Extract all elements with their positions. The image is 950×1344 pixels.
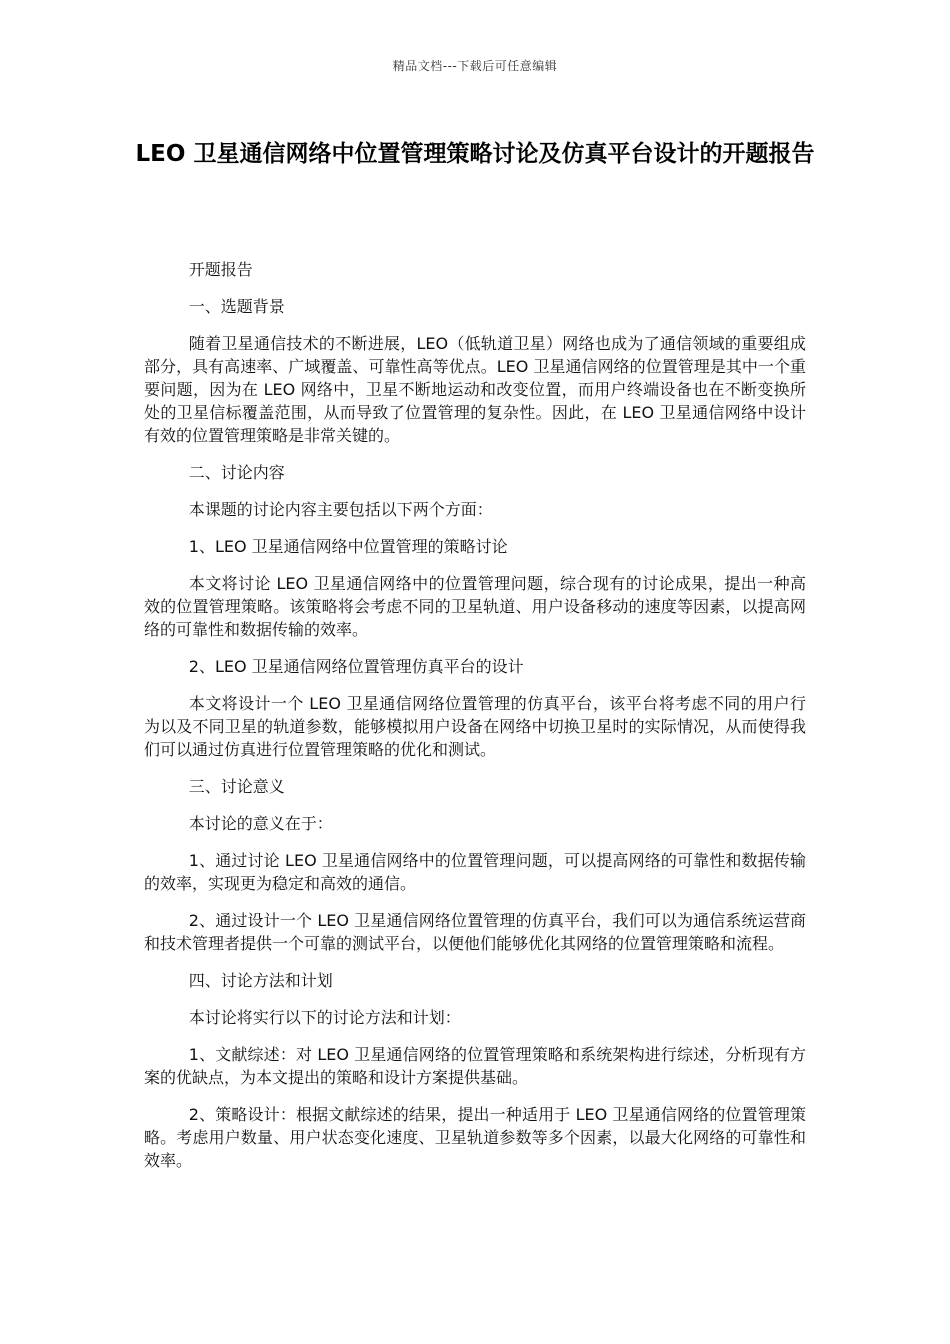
paragraph-methods-intro: 本讨论将实行以下的讨论方法和计划： xyxy=(188,1008,461,1027)
paragraph-report-label: 开题报告 xyxy=(188,260,253,279)
paragraph-methods-2: 2、策略设计：根据文献综述的结果，提出一种适用于 LEO 卫星通信网络的位置管理策略。考虑用户数量、用户状态变化速度、卫星轨道参数等多个因素，以最大化网络的可靠性和效率。 xyxy=(144,1105,806,1170)
document-body xyxy=(144,258,806,1186)
paragraph-background: 随着卫星通信技术的不断进展，LEO（低轨道卫星）网络也成为了通信领域的重要组成部分，具有高速率、广域覆盖、可靠性高等优点。LEO 卫星通信网络的位置管理是其中一个重要问题，因为在 LEO 网络中，卫星不断地运动和改变位置，而用户终端设备也在不断变换所处的卫星信标覆盖范围，从而导致了位置管理的复杂性。因此，在 LEO 卫星通信网络中设计有效的位置管理策略是非常关键的。 xyxy=(144,334,806,445)
paragraph-significance-intro: 本讨论的意义在于： xyxy=(188,814,333,833)
subheading-strategy: 1、LEO 卫星通信网络中位置管理的策略讨论 xyxy=(188,537,508,556)
document-title: LEO 卫星通信网络中位置管理策略讨论及仿真平台设计的开题报告 xyxy=(135,141,815,167)
paragraph-content-intro: 本课题的讨论内容主要包括以下两个方面： xyxy=(188,500,493,519)
paragraph-significance-1: 1、通过讨论 LEO 卫星通信网络中的位置管理问题，可以提高网络的可靠性和数据传输的效率，实现更为稳定和高效的通信。 xyxy=(144,851,806,893)
paragraph-strategy: 本文将讨论 LEO 卫星通信网络中的位置管理问题，综合现有的讨论成果，提出一种高效的位置管理策略。该策略将会考虑不同的卫星轨道、用户设备移动的速度等因素，以提高网络的可靠性和数据传输的效率。 xyxy=(144,574,806,639)
heading-significance: 三、讨论意义 xyxy=(188,777,285,796)
header-note: 精品文档---下载后可任意编辑 xyxy=(392,59,558,73)
paragraph-methods-1: 1、文献综述：对 LEO 卫星通信网络的位置管理策略和系统架构进行综述，分析现有方案的优缺点，为本文提出的策略和设计方案提供基础。 xyxy=(144,1045,806,1087)
heading-background: 一、选题背景 xyxy=(188,297,285,316)
heading-content: 二、讨论内容 xyxy=(188,463,285,482)
heading-methods: 四、讨论方法和计划 xyxy=(188,971,333,990)
paragraph-simulation: 本文将设计一个 LEO 卫星通信网络位置管理的仿真平台，该平台将考虑不同的用户行为以及不同卫星的轨道参数，能够模拟用户设备在网络中切换卫星时的实际情况，从而使得我们可以通过仿真进行位置管理策略的优化和测试。 xyxy=(144,694,806,759)
subheading-simulation: 2、LEO 卫星通信网络位置管理仿真平台的设计 xyxy=(188,657,524,676)
paragraph-significance-2: 2、通过设计一个 LEO 卫星通信网络位置管理的仿真平台，我们可以为通信系统运营商和技术管理者提供一个可靠的测试平台，以便他们能够优化其网络的位置管理策略和流程。 xyxy=(144,911,806,953)
